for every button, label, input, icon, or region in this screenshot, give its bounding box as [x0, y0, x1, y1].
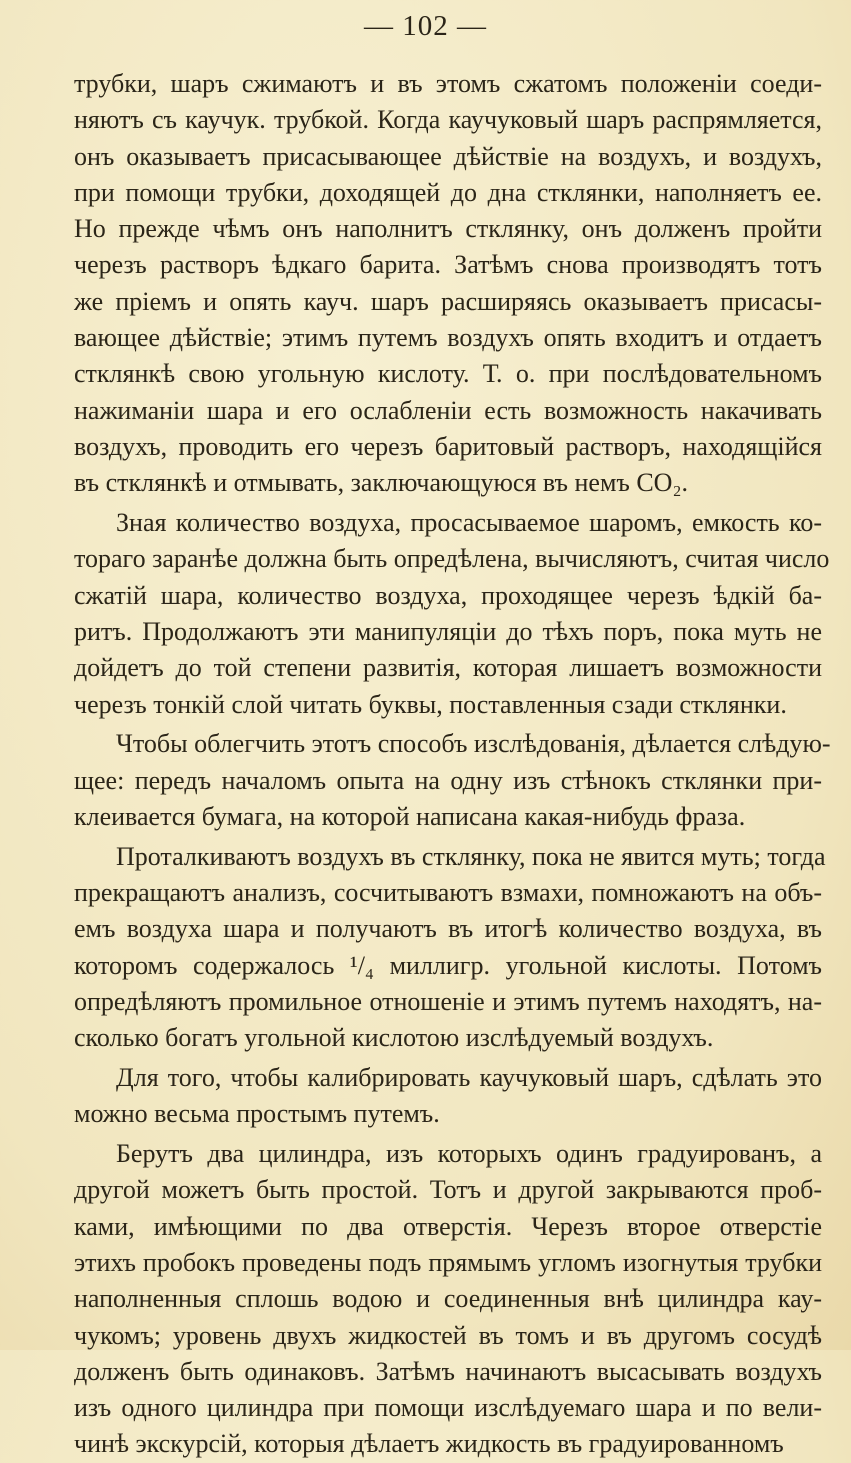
paragraph: [74, 66, 822, 505]
text-line: Для того, чтобы калибрировать каучуковый шаръ, сдѣлать это: [116, 1063, 822, 1093]
text-line: Проталкиваютъ воздухъ въ стклянку, пока не явится муть; тогда: [116, 841, 826, 871]
text-line: же пріемъ и опять кауч. шаръ расширяясь оказываетъ присасы-: [74, 286, 822, 316]
text-line: вающее дѣйствіе; этимъ путемъ воздухъ опять входитъ и отдаетъ: [74, 323, 822, 353]
text-line: можно весьма простымъ путемъ.: [74, 1099, 440, 1129]
paragraph: [74, 1060, 822, 1136]
text-line: дойдетъ до той степени развитія, которая лишаетъ возможности: [74, 653, 822, 683]
page-number: — 102 —: [364, 10, 487, 42]
text-line: ритъ. Продолжаютъ эти манипуляціи до тѣхъ поръ, пока муть не: [74, 616, 822, 646]
text-line: наполненныя сплошь водою и соединенныя внѣ цилиндра кау-: [74, 1284, 822, 1314]
text-line: клеивается бумага, на которой написана какая-нибудь фраза.: [74, 801, 746, 831]
text-line: ками, имѣющими по два отверстія. Черезъ второе отверстіе: [74, 1211, 822, 1241]
paragraph: [74, 726, 831, 838]
paragraph: [74, 839, 826, 1060]
text-line: черезъ растворъ ѣдкаго барита. Затѣмъ снова производятъ тотъ: [74, 250, 822, 280]
text-line: щее: передъ началомъ опыта на одну изъ стѣнокъ стклянки при-: [74, 765, 822, 795]
text-line: черезъ тонкій слой читать буквы, поставленныя сзади стклянки.: [74, 689, 787, 719]
text-line: прекращаютъ анализъ, сосчитываютъ взмахи, помножаютъ на объ-: [74, 878, 822, 908]
text-line: въ стклянкѣ и отмывать, заключающуюся въ немъ CO₂.: [74, 468, 689, 498]
text-line: чукомъ; уровень двухъ жидкостей въ томъ и въ другомъ сосудѣ: [74, 1320, 822, 1350]
text-line: опредѣляютъ промильное отношеніе и этимъ путемъ находятъ, на-: [74, 986, 822, 1016]
text-line: которомъ содержалось ¹/₄ миллигр. угольной кислоты. Потомъ: [74, 950, 822, 980]
text-line: няютъ съ каучук. трубкой. Когда каучуковый шаръ распрямляется,: [74, 105, 822, 135]
text-line: тораго заранѣе должна быть опредѣлена, вычисляютъ, считая число: [74, 544, 830, 574]
text-line: чинѣ экскурсій, которыя дѣлаетъ жидкость въ градуированномъ: [74, 1429, 784, 1459]
text-line: Берутъ два цилиндра, изъ которыхъ одинъ градуированъ, а: [116, 1139, 822, 1169]
text-line: Чтобы облегчить этотъ способъ изслѣдованія, дѣлается слѣдую-: [116, 729, 831, 759]
text-line: трубки, шаръ сжимаютъ и въ этомъ сжатомъ положеніи соеди-: [74, 69, 822, 98]
text-line: нажиманіи шара и его ослабленіи есть возможность накачивать: [74, 395, 822, 425]
text-line: при помощи трубки, доходящей до дна стклянки, наполняетъ ее.: [74, 177, 822, 207]
page-body: [74, 66, 831, 1463]
text-line: воздухъ, проводить его черезъ баритовый растворъ, находящійся: [74, 431, 822, 461]
text-line: изъ одного цилиндра при помощи изслѣдуемаго шара и по вели-: [74, 1393, 822, 1423]
text-line: долженъ быть одинаковъ. Затѣмъ начинаютъ высасывать воздухъ: [74, 1356, 822, 1386]
text-line: сжатій шара, количество воздуха, проходящее черезъ ѣдкій ба-: [74, 580, 822, 610]
text-line: Зная количество воздуха, просасываемое шаромъ, емкость ко-: [116, 508, 822, 538]
text-line: Но прежде чѣмъ онъ наполнитъ стклянку, онъ долженъ пройти: [74, 214, 822, 244]
text-line: другой можетъ быть простой. Тотъ и другой закрываются проб-: [74, 1175, 822, 1205]
text-line: емъ воздуха шара и получаютъ въ итогѣ количество воздуха, въ: [74, 914, 822, 944]
paragraph: [74, 1136, 822, 1463]
text-line: этихъ пробокъ проведены подъ прямымъ угломъ изогнутыя трубки: [74, 1248, 822, 1277]
text-line: онъ оказываетъ присасывающее дѣйствіе на воздухъ, и воздухъ,: [74, 141, 822, 171]
text-line: стклянкѣ свою угольную кислоту. Т. о. при послѣдовательномъ: [74, 359, 822, 389]
text-line: сколько богатъ угольной кислотою изслѣдуемый воздухъ.: [74, 1023, 714, 1053]
paragraph: [74, 505, 830, 726]
